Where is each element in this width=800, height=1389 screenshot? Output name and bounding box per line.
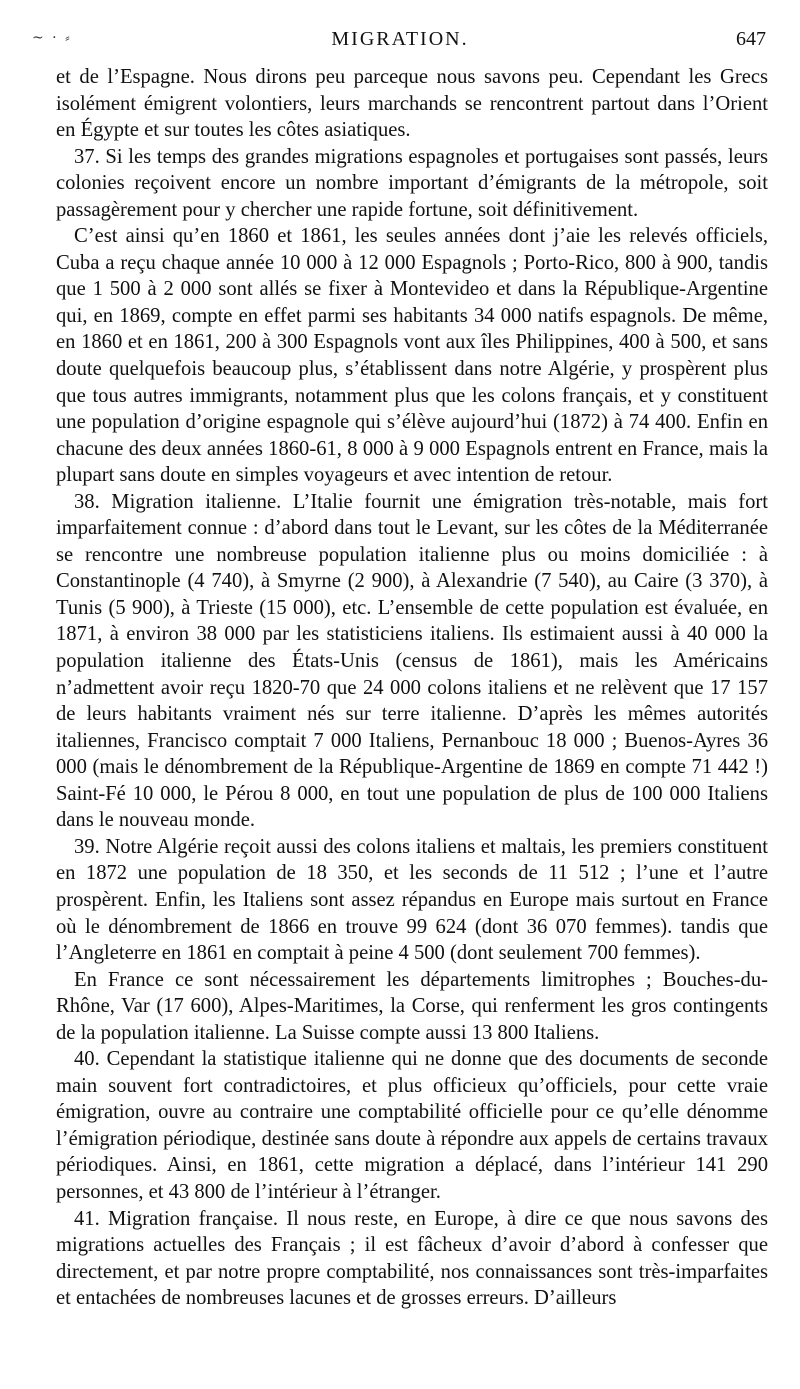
corner-marks: ~ · ⸗ — [32, 30, 72, 46]
paragraph-continuation: et de l’Espagne. Nous dirons peu parceque nous savons peu. Cependant les Grecs isolément émigrent volontiers, leurs marchands se rencontrent partout dans l’Orient en Égypte et sur toutes les côtes asiatiques. — [56, 66, 768, 142]
paragraph-37: 37. Si les temps des grandes migrations espagnoles et portugaises sont passés, leurs colonies reçoivent encore un nombre important d’émigrants de la métropole, soit passagèrement pour y chercher une rapide fortune, soit définitivement. — [56, 145, 768, 221]
paragraph-37-cont: C’est ainsi qu’en 1860 et 1861, les seules années dont j’aie les relevés officiels, Cuba a reçu chaque année 10 000 à 12 000 Espagnols ; Porto-Rico, 800 à 900, tandis que 1 500 à 2 000 sont allés se fixer à Montevideo et dans la République-Argentine qui, en 1869, compte en effet parmi ses habitants 34 000 natifs espagnols. De même, en 1860 et en 1861, 200 à 300 Espagnols vont aux îles Philippines, 400 à 500, et sans doute quelquefois beaucoup plus, s’établissent dans notre Algérie, y prospèrent plus que tous autres immigrants, notamment plus que les colons français, et y constituent une population d’origine espagnole qui s’élève aujourd’hui (1872) à 74 400. Enfin en chacune des deux années 1860-61, 8 000 à 9 000 Espagnols entrent en France, mais la plupart sans doute en simples voyageurs et avec intention de retour. — [56, 225, 768, 487]
paragraph-39-cont: En France ce sont nécessairement les départements limitrophes ; Bouches-du-Rhône, Var (17 600), Alpes-Maritimes, la Corse, qui renferment les gros contingents de la population italienne. La Suisse compte aussi 13 800 Italiens. — [56, 968, 768, 1044]
paragraph-39: 39. Notre Algérie reçoit aussi des colons italiens et maltais, les premiers constituent en 1872 une population de 18 350, et les seconds de 11 512 ; l’une et l’autre prospèrent. Enfin, les Italiens sont assez répandus en Europe mais surtout en France où le dénombrement de 1866 en trouve 99 624 (dont 36 070 femmes). tandis que l’Angleterre en 1861 en comptait à peine 4 500 (dont seulement 700 femmes). — [56, 835, 768, 965]
page-header — [0, 28, 800, 58]
running-title: MIGRATION. — [331, 28, 469, 50]
paragraph-41: 41. Migration française. Il nous reste, en Europe, à dire ce que nous savons des migrations actuelles des Français ; il est fâcheux d’avoir d’abord à confesser que directement, et par notre propre comptabilité, nos connaissances sont très-imparfaites et entachées de nombreuses lacunes et de grosses erreurs. D’ailleurs — [56, 1207, 768, 1310]
paragraph-40: 40. Cependant la statistique italienne qui ne donne que des documents de seconde main souvent fort contradictoires, et plus officieux qu’officiels, pour cette vraie émigration, ouvre au contraire une comptabilité officielle pour ce qu’elle dénomme l’émigration périodique, destinée sans doute à répondre aux appels de certains travaux périodiques. Ainsi, en 1861, cette migration a déplacé, dans l’intérieur 141 290 personnes, et 43 800 de l’intérieur à l’étranger. — [56, 1048, 768, 1203]
paragraph-38: 38. Migration italienne. L’Italie fournit une émigration très-notable, mais fort imparfaitement connue : d’abord dans tout le Levant, sur les côtes de la Méditerranée se rencontre une nombreuse population italienne plus ou moins domiciliée : à Constantinople (4 740), à Smyrne (2 900), à Alexandrie (7 540), au Caire (3 370), à Tunis (5 900), à Trieste (15 000), etc. L’ensemble de cette population est évaluée, en 1871, à environ 38 000 par les statisticiens italiens. Ils estimaient aussi à 40 000 la population italienne des États-Unis (census de 1861), mais les Américains n’admettent avoir reçu 1820-70 que 24 000 colons italiens et ne relèvent que 17 157 de leurs habitants vraiment nés sur terre italienne. D’après les mêmes autorités italiennes, Francisco comptait 7 000 Italiens, Pernanbouc 18 000 ; Buenos-Ayres 36 000 (mais le dénombrement de la République-Argentine de 1869 en compte 71 442 !) Saint-Fé 10 000, le Pérou 8 000, en tout une population de plus de 100 000 Italiens dans le nouveau monde. — [56, 490, 768, 832]
page-number: 647 — [736, 28, 766, 50]
body-text — [56, 64, 768, 1312]
